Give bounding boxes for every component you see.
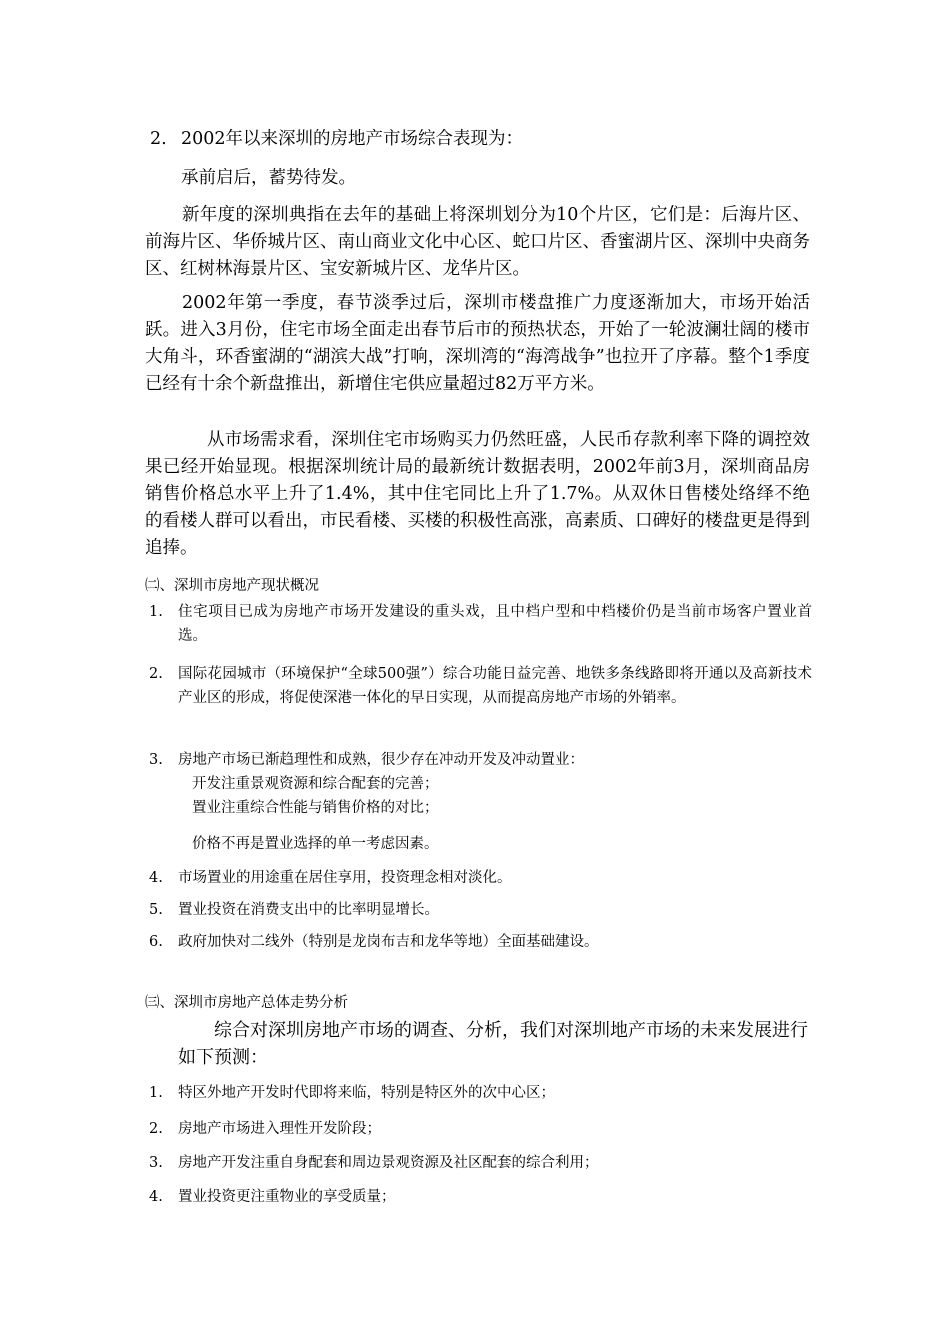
list-item-text: 特区外地产开发时代即将来临，特别是特区外的次中心区； (178, 1085, 555, 1101)
list-item-number: 3. (149, 1155, 163, 1171)
list-item-number: 3. (149, 752, 163, 768)
list-item-text: 房地产开发注重自身配套和周边景观资源及社区配套的综合利用； (178, 1155, 599, 1171)
paragraph-demand: 从市场需求看，深圳住宅市场购买力仍然旺盛，人民币存款利率下降的调控效果已经开始显现。根据深圳统计局的最新统计数据表明，2002年前3月，深圳商品房销售价格总水平上升了1.4%，其中住宅同比上升了1.7%。从双休日售楼处络绎不绝的看楼人群可以看出，市民看楼、买楼的积极性高涨，高素质、口碑好的楼盘更是得到追捧。 (145, 430, 810, 558)
list-item-text: 房地产市场已渐趋理性和成熟，很少存在冲动开发及冲动置业： (178, 752, 584, 768)
heading-number: 2. (150, 129, 167, 149)
paragraph-districts: 新年度的深圳典指在去年的基础上将深圳划分为10个片区，它们是：后海片区、前海片区、华侨城片区、南山商业文化中心区、蛇口片区、香蜜湖片区、深圳中央商务区、红树林海景片区、宝安新城片区、龙华片区。 (145, 205, 810, 279)
list-item-text: 政府加快对二线外（特别是龙岗布吉和龙华等地）全面基础建设。 (178, 934, 599, 950)
forecast-intro: 综合对深圳房地产市场的调查、分析，我们对深圳地产市场的未来发展进行如下预测： (178, 1020, 808, 1068)
heading-title: 2002年以来深圳的房地产市场综合表现为： (181, 129, 524, 149)
list-item-text: 国际花园城市（环境保护“全球500强”）综合功能日益完善、地铁多条线路即将开通以及高新技术产业区的形成，将促使深港一体化的早日实现，从而提高房地产市场的外销率。 (178, 666, 812, 706)
sub-point: 置业注重综合性能与销售价格的对比； (192, 800, 439, 816)
sub-point: 开发注重景观资源和综合配套的完善； (192, 776, 439, 792)
list-item-number: 1. (149, 1085, 163, 1101)
list-item-number: 4. (149, 870, 163, 886)
section-title-trend: ㈢、深圳市房地产总体走势分析 (145, 995, 348, 1011)
sub-heading: 承前启后，蓄势待发。 (181, 168, 356, 188)
list-item-text: 房地产市场进入理性开发阶段； (178, 1121, 381, 1137)
paragraph-q1-market: 2002年第一季度，春节淡季过后，深圳市楼盘推广力度逐渐加大，市场开始活跃。进入3月份，住宅市场全面走出春节后市的预热状态，开始了一轮波澜壮阔的楼市大角斗，环香蜜湖的“湖滨大战”打响，深圳湾的“海湾战争”也拉开了序幕。整个1季度已经有十余个新盘推出，新增住宅供应量超过82万平方米。 (145, 293, 810, 394)
list-item-number: 2. (149, 1121, 163, 1137)
list-item-number: 1. (149, 604, 163, 620)
list-item-text: 市场置业的用途重在居住享用，投资理念相对淡化。 (178, 870, 512, 886)
list-item-text: 置业投资在消费支出中的比率明显增长。 (178, 902, 439, 918)
list-item-number: 4. (149, 1189, 163, 1205)
list-item-number: 5. (149, 902, 163, 918)
list-item-text: 住宅项目已成为房地产市场开发建设的重头戏，且中档户型和中档楼价仍是当前市场客户置业首选。 (178, 604, 812, 644)
list-item-text: 置业投资更注重物业的享受质量； (178, 1189, 396, 1205)
list-item-number: 6. (149, 934, 163, 950)
list-item-number: 2. (149, 666, 163, 682)
section-title-status: ㈡、深圳市房地产现状概况 (145, 578, 319, 594)
sub-note: 价格不再是置业选择的单一考虑因素。 (192, 836, 439, 852)
